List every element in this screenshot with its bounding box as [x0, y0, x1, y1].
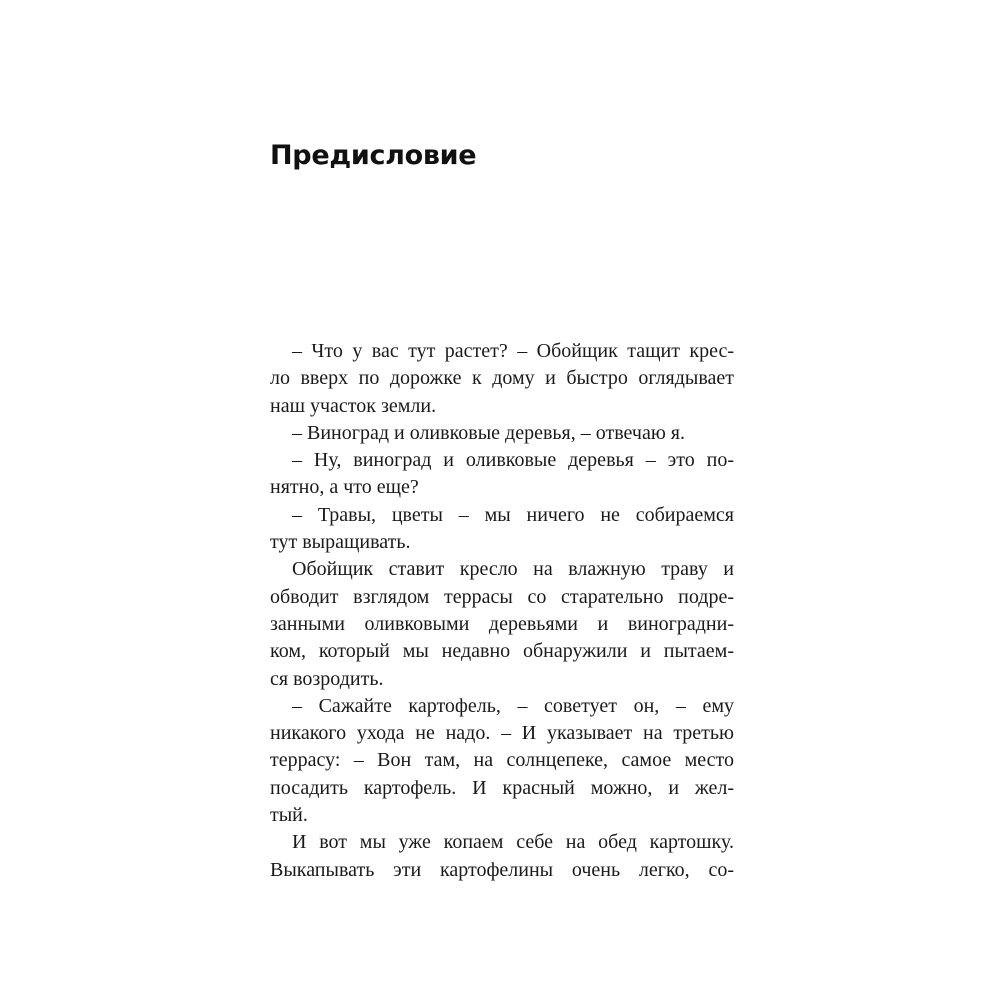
text-line: ком, который мы недавно обнаружили и пытаем-	[270, 640, 734, 663]
text-line: обводит взглядом террасы со старательно подре-	[270, 585, 734, 608]
text-line: – Виноград и оливковые деревья, – отвечаю я.	[292, 421, 685, 444]
text-line: занными оливковыми деревьями и виноградни-	[270, 612, 734, 635]
text-line: тый.	[270, 804, 308, 827]
text-line: Обойщик ставит кресло на влажную траву и	[292, 558, 734, 581]
text-line: – Травы, цветы – мы ничего не собираемся	[292, 503, 734, 526]
body-text	[270, 338, 734, 884]
text-line: наш участок земли.	[270, 394, 437, 417]
text-line: Выкапывать эти картофелины очень легко, со-	[270, 858, 734, 881]
text-line: никакого ухода не надо. – И указывает на третью	[270, 722, 734, 745]
text-line: тут выращивать.	[270, 531, 411, 554]
text-line: ся возродить.	[270, 667, 384, 690]
text-line: – Ну, виноград и оливковые деревья – это по-	[292, 449, 734, 472]
text-line: посадить картофель. И красный можно, и жел-	[270, 776, 734, 799]
text-line: И вот мы уже копаем себе на обед картошку.	[292, 831, 734, 854]
text-line: – Что у вас тут растет? – Обойщик тащит крес-	[292, 340, 734, 362]
text-line: террасу: – Вон там, на солнцепеке, самое место	[270, 749, 734, 772]
chapter-title: Предисловие	[270, 140, 477, 171]
text-line: нятно, а что еще?	[270, 476, 419, 499]
text-line: ло вверх по дорожке к дому и быстро оглядывает	[270, 367, 734, 390]
text-line: – Сажайте картофель, – советует он, – ему	[292, 694, 734, 717]
